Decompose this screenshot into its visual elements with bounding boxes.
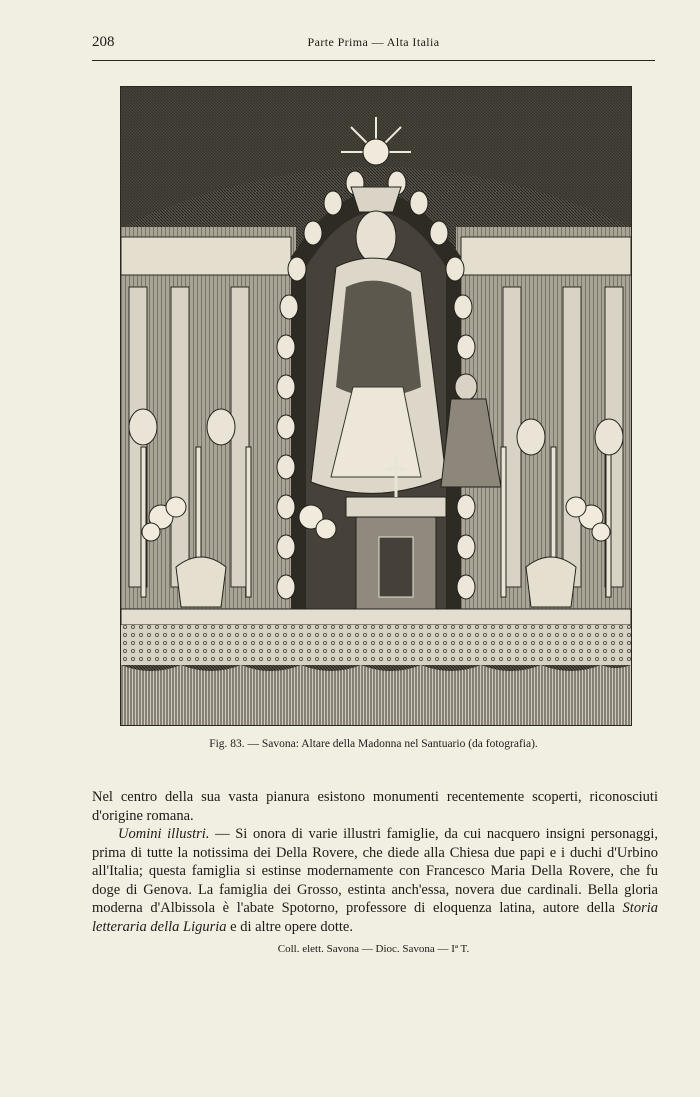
altar-illustration <box>121 87 631 725</box>
section-lead: Uomini illustri. <box>118 826 210 842</box>
paragraph-2 <box>92 825 658 936</box>
paragraph-2-text-a: — Si onora di varie illustri famiglie, da cui nacquero insigni personaggi, prima di tutte la notissima dei Della Rovere, che diede alla Chiesa due papi e i duchi d'Urbino all'Italia; questa famiglia si estinse modernamente con Francesco Maria Della Rovere, che fu doge di Genova. La famiglia dei Grosso, estinta anch'essa, novera due cardinali. Bella gloria moderna d'Albissola è l'abate Spotorno, professore di eloquenza latina, autore della <box>92 826 658 916</box>
header-rule <box>92 60 655 61</box>
running-title: Parte Prima — Alta Italia <box>307 35 440 49</box>
altar-engraving <box>120 86 632 726</box>
page-header <box>92 34 655 56</box>
page-number: 208 <box>92 34 115 50</box>
figure-caption: Fig. 83. — Savona: Altare della Madonna nel Santuario (da fotografia). <box>209 738 538 750</box>
body-text <box>92 788 658 936</box>
page-footer: Coll. elett. Savona — Dioc. Savona — Iª T. <box>277 943 470 955</box>
paragraph-1: Nel centro della sua vasta pianura esistono monumenti recentemente scoperti, riconosciuti d'origine romana. <box>92 789 658 824</box>
cited-work-title: Storia letteraria della Liguria <box>92 900 658 935</box>
paragraph-2-text-b: e di altre opere dotte. <box>226 918 353 935</box>
